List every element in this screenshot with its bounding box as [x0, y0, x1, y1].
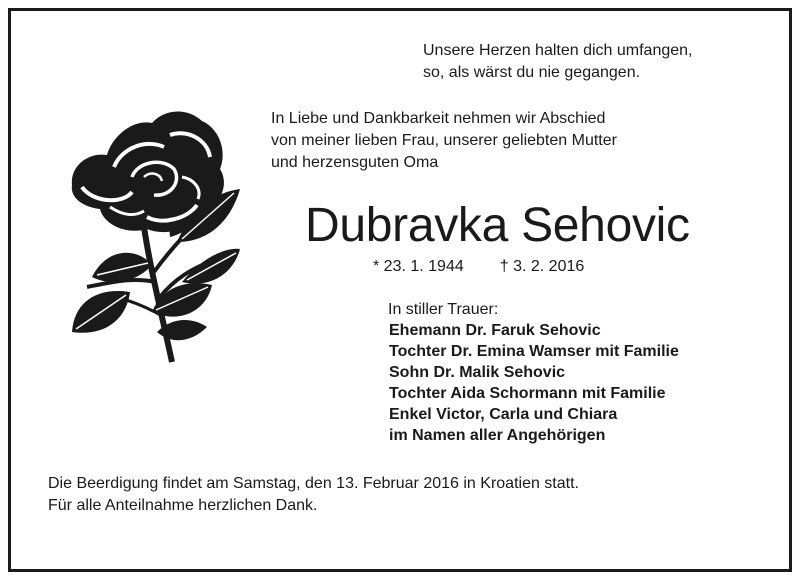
- death-date: † 3. 2. 2016: [499, 258, 585, 275]
- poem-line: so, als wärst du nie gegangen.: [423, 64, 641, 81]
- poem: [423, 40, 693, 84]
- funeral-notice: [48, 473, 579, 517]
- mourning-label: In stiller Trauer:: [388, 301, 499, 318]
- intro-line: In Liebe und Dankbarkeit nehmen wir Abschied: [271, 110, 606, 127]
- birth-date: * 23. 1. 1944: [373, 258, 464, 275]
- mourner-entry: Sohn Dr. Malik Sehovic: [389, 364, 566, 381]
- footer-line: Für alle Anteilnahme herzlichen Dank.: [48, 497, 318, 514]
- farewell-intro: [271, 108, 617, 174]
- life-dates: [373, 257, 584, 277]
- mourner-entry: Tochter Dr. Emina Wamser mit Familie: [389, 343, 679, 360]
- mourner-entry: im Namen aller Angehörigen: [389, 427, 606, 444]
- deceased-name: Dubravka Sehovic: [305, 199, 690, 252]
- mourner-entry: Enkel Victor, Carla und Chiara: [389, 406, 618, 423]
- poem-line: Unsere Herzen halten dich umfangen,: [423, 42, 693, 59]
- mourners-list: [389, 320, 679, 446]
- mourner-entry: Tochter Aida Schormann mit Familie: [389, 385, 666, 402]
- rose-icon: [52, 107, 244, 372]
- footer-line: Die Beerdigung findet am Samstag, den 13. Februar 2016 in Kroatien statt.: [48, 475, 579, 492]
- intro-line: von meiner lieben Frau, unserer geliebten Mutter: [271, 132, 617, 149]
- mourner-entry: Ehemann Dr. Faruk Sehovic: [389, 322, 601, 339]
- intro-line: und herzensguten Oma: [271, 154, 439, 171]
